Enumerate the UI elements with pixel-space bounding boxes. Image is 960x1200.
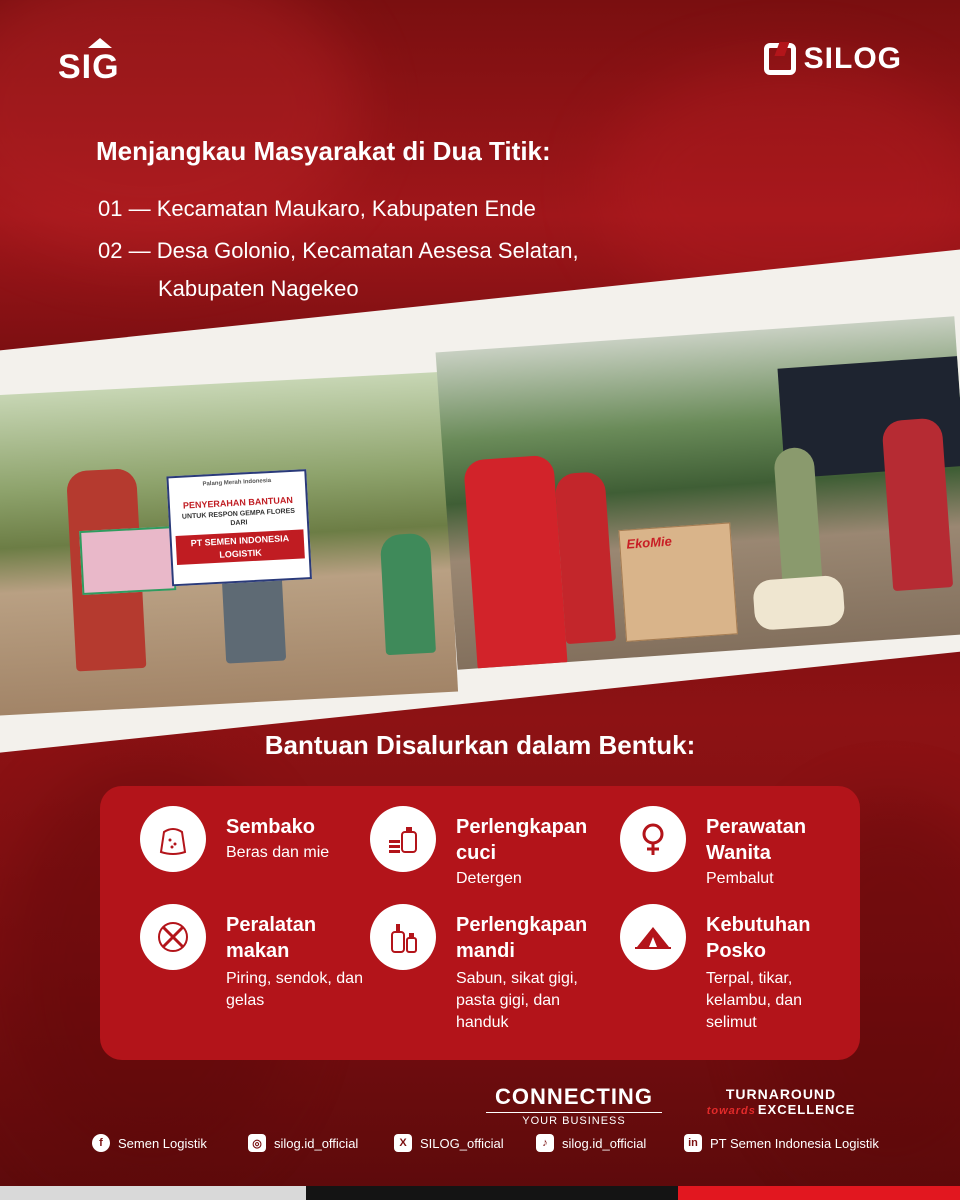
box-brand-label: EkoMie bbox=[625, 533, 673, 552]
footer-bar-grey bbox=[0, 1186, 306, 1200]
tiktok-icon: ♪ bbox=[536, 1134, 554, 1152]
sig-logo-text: SIG bbox=[58, 48, 120, 86]
location-2: 02 — Desa Golonio, Kecamatan Aesesa Selatan, bbox=[98, 238, 579, 263]
noodle-boxes bbox=[618, 522, 738, 642]
facebook-icon: f bbox=[92, 1134, 110, 1152]
rice-sack-icon bbox=[140, 806, 206, 872]
silog-logo-text: SILOG bbox=[803, 42, 902, 75]
silog-logo bbox=[764, 42, 902, 76]
aid-box bbox=[79, 526, 176, 595]
social-label: Semen Logistik bbox=[118, 1135, 207, 1151]
turnaround-big: TURNAROUND bbox=[725, 1086, 837, 1102]
aid-item-title: Peralatan makan bbox=[226, 914, 317, 962]
social-label: SILOG_official bbox=[420, 1135, 504, 1151]
turnaround-excellence: EXCELLENCE bbox=[757, 1102, 856, 1117]
photo-aid-distribution bbox=[436, 316, 960, 669]
aid-item-desc: Pembalut bbox=[706, 870, 774, 887]
social-facebook[interactable] bbox=[92, 1134, 207, 1152]
banner-org: Palang Merah Indonesia bbox=[202, 477, 272, 488]
turnaround-tagline bbox=[696, 1086, 866, 1117]
locations-heading: Menjangkau Masyarakat di Dua Titik: bbox=[96, 136, 551, 166]
turnaround-towards: towards bbox=[706, 1105, 756, 1117]
aid-item-title: Perawatan Wanita bbox=[706, 816, 807, 864]
aid-item-title: Sembako bbox=[226, 816, 315, 838]
location-1: 01 — Kecamatan Maukaro, Kabupaten Ende bbox=[98, 196, 536, 221]
rice-sacks bbox=[752, 575, 845, 631]
social-linkedin[interactable] bbox=[684, 1134, 879, 1152]
banner-line4: PT SEMEN INDONESIA LOGISTIK bbox=[176, 530, 305, 566]
aid-heading: Bantuan Disalurkan dalam Bentuk: bbox=[264, 730, 696, 760]
banner-line2: UNTUK RESPON GEMPA FLORES bbox=[181, 507, 296, 521]
volunteer-figure bbox=[554, 471, 616, 644]
banner-line1: PENYERAHAN BANTUAN bbox=[182, 494, 294, 511]
volunteer-figure bbox=[463, 455, 567, 670]
toiletries-icon bbox=[370, 904, 436, 970]
social-label: PT Semen Indonesia Logistik bbox=[710, 1135, 879, 1151]
detergent-icon bbox=[370, 806, 436, 872]
silog-logo-mark bbox=[764, 43, 796, 75]
aid-item-title: Perlengkapan cuci bbox=[456, 816, 588, 864]
aid-banner bbox=[166, 469, 312, 586]
aid-item-desc: Detergen bbox=[456, 870, 522, 887]
aid-item-title: Perlengkapan mandi bbox=[456, 914, 588, 962]
social-label: silog.id_official bbox=[562, 1135, 647, 1151]
social-instagram[interactable] bbox=[248, 1134, 358, 1152]
social-label: silog.id_official bbox=[274, 1135, 359, 1151]
footer-bar-black bbox=[306, 1186, 678, 1200]
location-2-continued: Kabupaten Nagekeo bbox=[158, 276, 359, 301]
aid-item-desc: Piring, sendok, dan gelas bbox=[226, 970, 363, 1009]
volunteer-figure bbox=[881, 417, 953, 591]
footer-bar-red bbox=[678, 1186, 960, 1200]
cutlery-icon bbox=[140, 904, 206, 970]
aid-item-title: Kebutuhan Posko bbox=[706, 914, 811, 962]
x-icon: X bbox=[394, 1134, 412, 1152]
social-tiktok[interactable] bbox=[536, 1134, 646, 1152]
female-symbol-icon bbox=[620, 806, 686, 872]
sig-logo bbox=[58, 38, 148, 88]
connecting-tagline bbox=[486, 1084, 662, 1127]
instagram-icon: ◎ bbox=[248, 1134, 266, 1152]
child-figure bbox=[380, 533, 436, 655]
tent-icon bbox=[620, 904, 686, 970]
social-x[interactable] bbox=[394, 1134, 504, 1152]
connecting-small: YOUR BUSINESS bbox=[486, 1112, 662, 1127]
aid-item-desc: Sabun, sikat gigi, pasta gigi, dan handuk bbox=[456, 970, 578, 1031]
banner-line3: DARI bbox=[230, 519, 248, 528]
turnaround-line2 bbox=[696, 1102, 866, 1117]
linkedin-icon: in bbox=[684, 1134, 702, 1152]
sig-logo-mark bbox=[88, 38, 112, 48]
connecting-big: CONNECTING bbox=[495, 1084, 653, 1109]
photo-aid-handover bbox=[0, 372, 458, 716]
aid-item-desc: Terpal, tikar, kelambu, dan selimut bbox=[706, 970, 803, 1031]
aid-item-desc: Beras dan mie bbox=[226, 844, 330, 861]
